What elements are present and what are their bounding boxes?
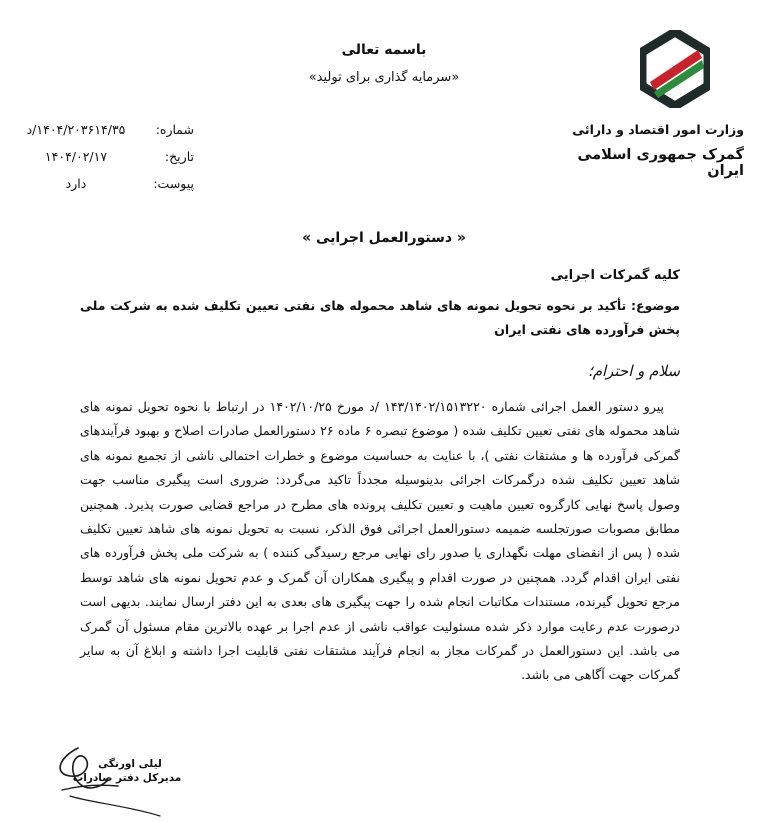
bismillah-heading: باسمه تعالی bbox=[341, 42, 427, 58]
attachment-value: دارد bbox=[65, 176, 87, 191]
date-row bbox=[8, 148, 194, 175]
date-value: ۱۴۰۴/۰۲/۱۷ bbox=[44, 149, 108, 164]
number-label: شماره: bbox=[155, 122, 194, 137]
customs-logo-icon bbox=[640, 30, 710, 108]
ministry-name: وزارت امور اقتصاد و دارائی bbox=[572, 122, 744, 137]
document-title: « دستورالعمل اجرایی » bbox=[302, 230, 466, 246]
date-label: تاریخ: bbox=[164, 149, 194, 164]
addressee: کلیه گمرکات اجرایی bbox=[550, 268, 680, 283]
number-value: ۱۴۰۴/۲۰۳۶۱۴/۳۵/د bbox=[26, 122, 126, 137]
year-slogan: «سرمایه گذاری برای تولید» bbox=[308, 70, 460, 85]
attachment-row bbox=[8, 175, 194, 202]
customs-name: گمرک جمهوری اسلامی ایران bbox=[577, 147, 744, 179]
signatory-name: لیلی اورنگی bbox=[98, 758, 162, 770]
letter-body bbox=[80, 395, 680, 688]
signatory-title: مدیرکل دفتر صادرات bbox=[72, 772, 182, 784]
organization-block bbox=[544, 122, 744, 179]
body-paragraph: پیرو دستور العمل اجرائی شماره ۱۴۳/۱۴۰۲/۱۵۱۳۲۲۰ /د مورخ ۱۴۰۲/۱۰/۲۵ در ارتباط با نحوه تحویل نمونه های شاهد محموله های نفتی تعیین تکلیف شده ( موضوع تبصره ۶ ماده ۲۶ دستورالعمل صادرات اصلاح و بهبود فرآیندهای گمرکی فرآورده ها و مشتقات نفتی )، با عنایت به حساسیت موضوع و خطرات احتمالی ناشی از تجمیع نمونه های شاهد تعیین تکلیف شده درگمرکات اجرائی بدینوسیله مجدداً تاکید می‌گردد: ضروری است پیگیری مناسب جهت وصول پاسخ نهایی کارگروه تعیین ماهیت و تعیین تکلیف پرونده های مطرح در مراجع قضایی صورت پذیرد. همچنین مطابق مصوبات صورتجلسه ضمیمه دستورالعمل اجرائی فوق الذکر، نسبت به تحویل نمونه های شاهد تعیین تکلیف شده ( پس از انقضای مهلت نگهداری یا صدور رای نهایی مرجع رسیدگی کننده ) به شرکت ملی پخش فرآورده های نفتی ایران اقدام گردد. همچنین در صورت اقدام و پیگیری همکاران آن گمرک و عدم تحویل نمونه های شاهد توسط مرجع تحویل گیرنده، مستندات مکاتبات انجام شده را جهت پیگیری های بعدی به این دفتر ارسال نمایند. بدیهی است درصورت عدم رعایت موارد ذکر شده مسئولیت عواقب ناشی از عدم اجرا بر عهده بالاترین مقام مسئول آن گمرک می باشد. این دستورالعمل در گمرکات مجاز به انجام فرآیند مشتقات نفتی قابلیت اجرا داشته و ابلاغ آن به سایر گمرکات جهت آگاهی می باشد. bbox=[80, 399, 680, 683]
number-row bbox=[8, 121, 194, 148]
attachment-label: پیوست: bbox=[153, 176, 194, 191]
letter-meta bbox=[8, 121, 194, 202]
subject-line: موضوع: تأکید بر نحوه تحویل نمونه های شاهد محموله های نفتی تعیین تکلیف شده به شرکت ملی پخش فرآورده های نفتی ایران bbox=[80, 298, 680, 337]
greeting: سلام و احترام؛ bbox=[587, 362, 680, 380]
